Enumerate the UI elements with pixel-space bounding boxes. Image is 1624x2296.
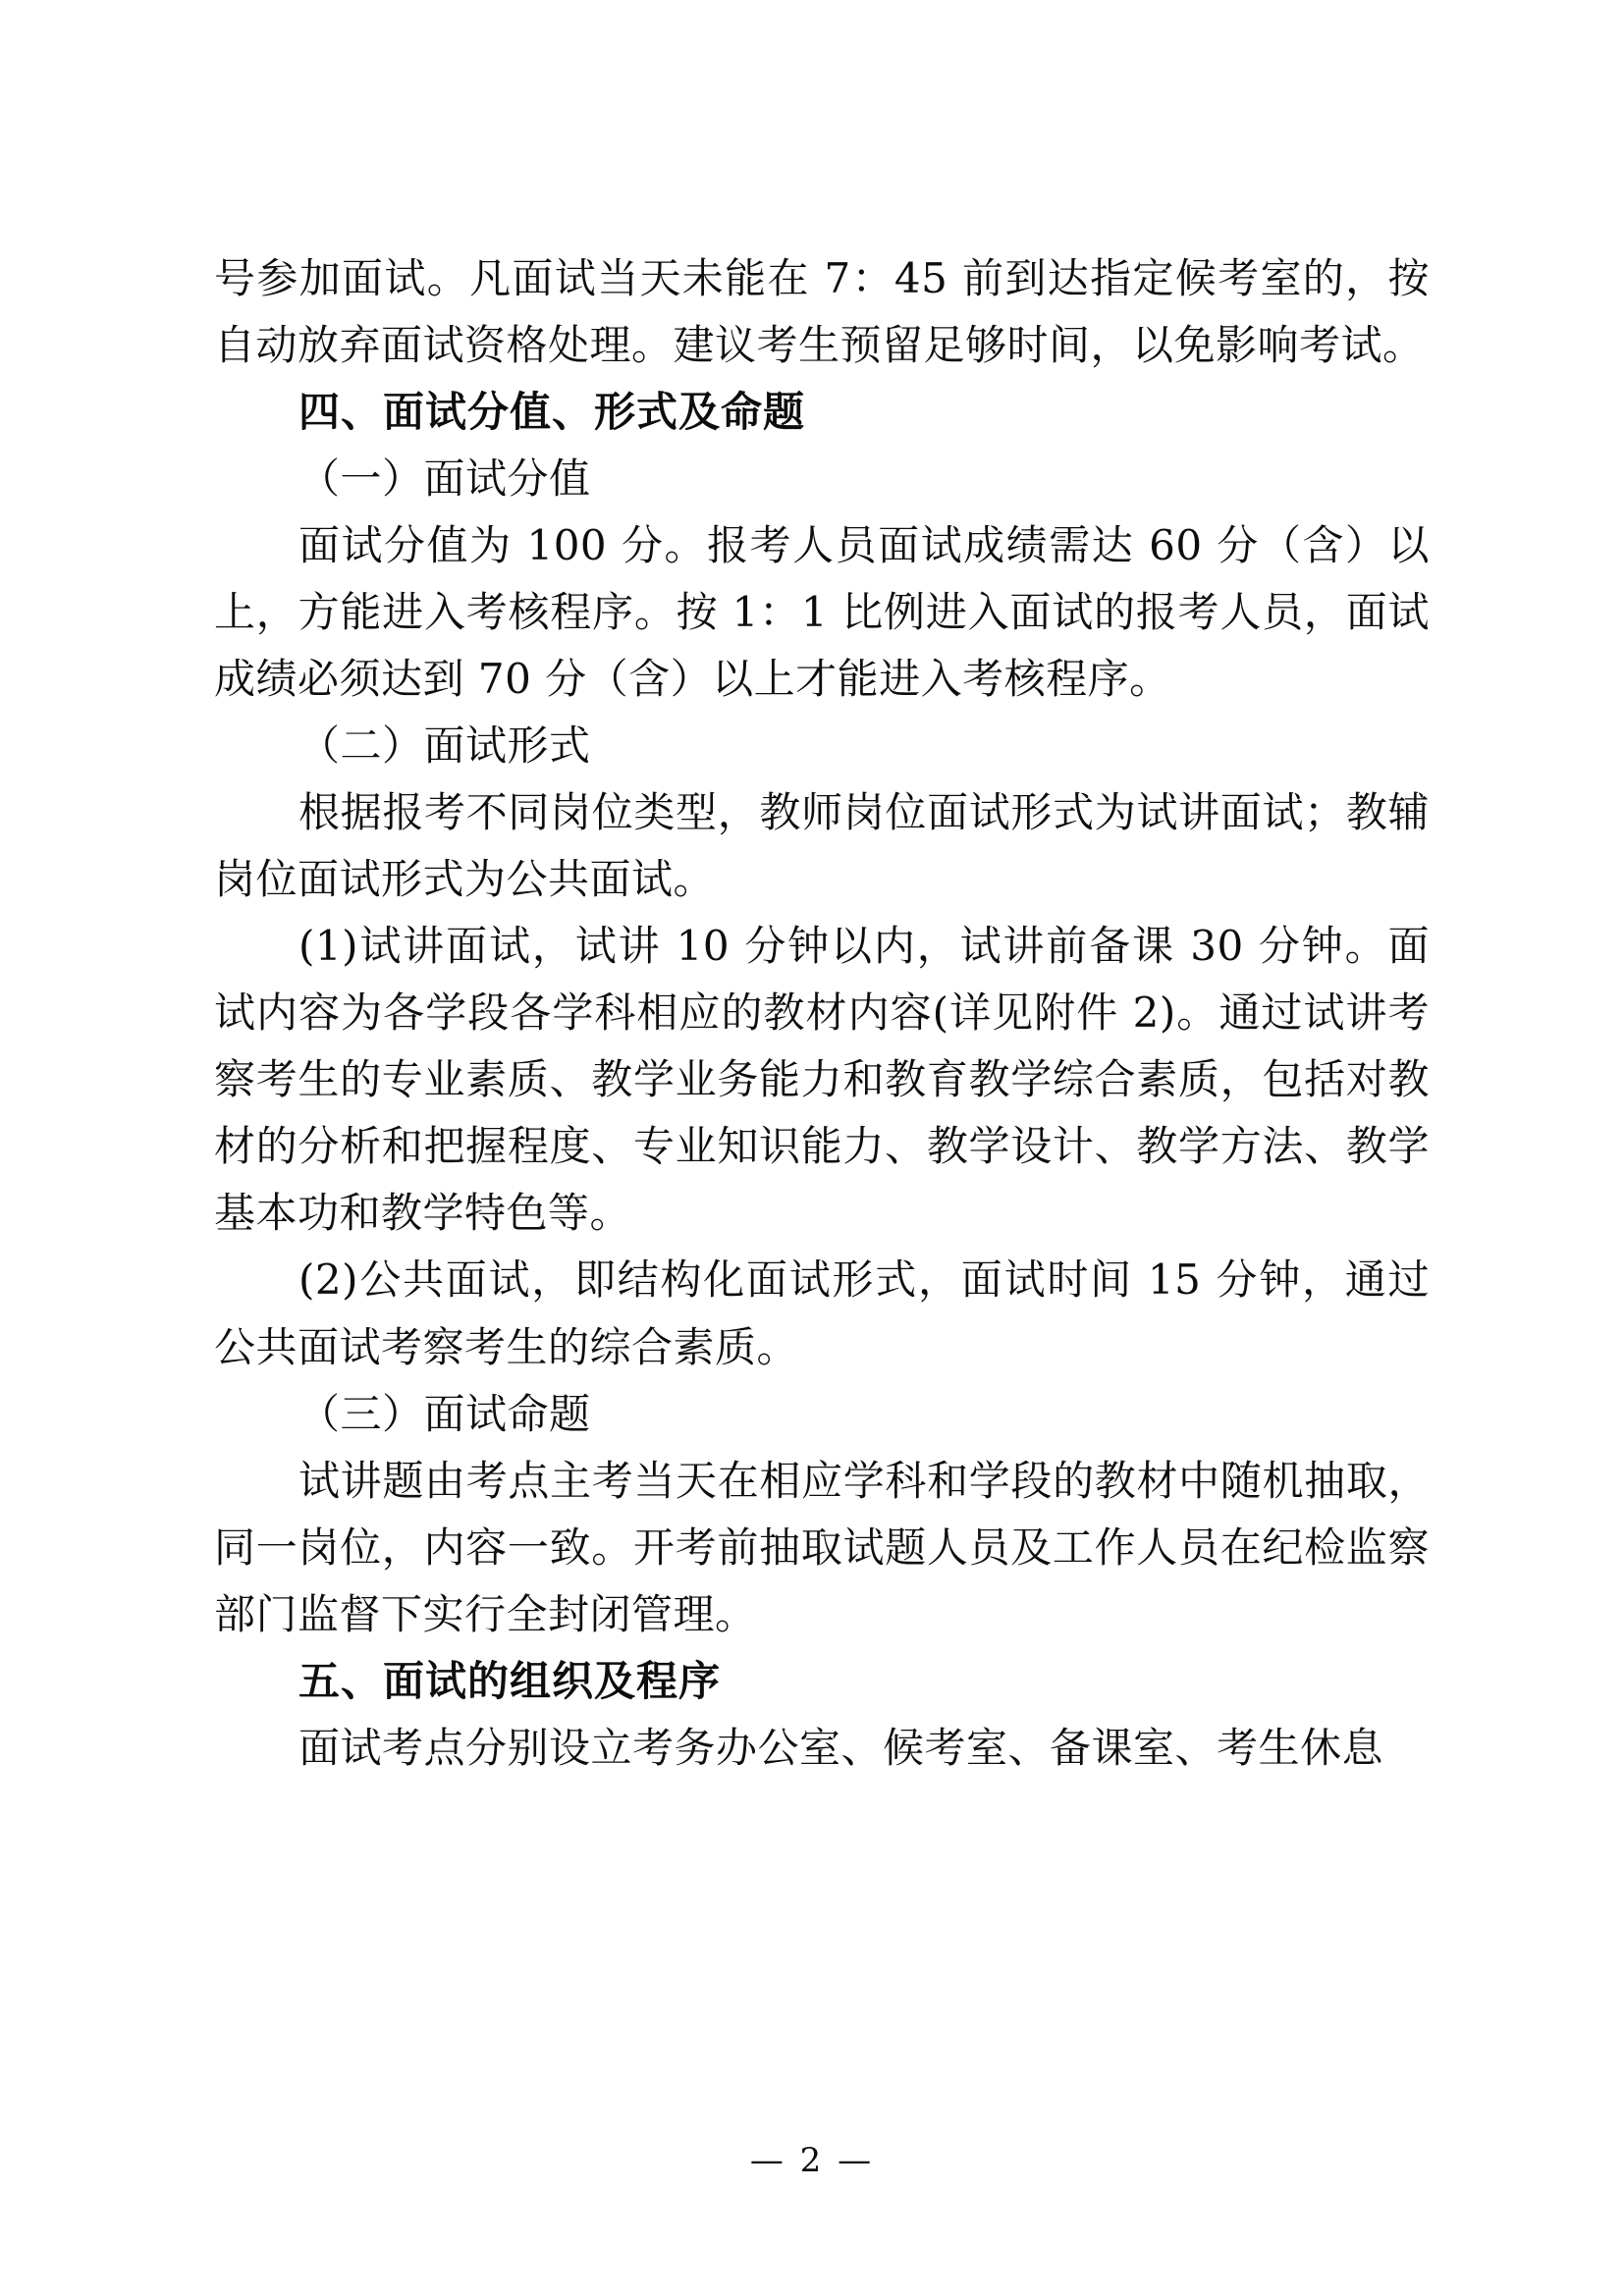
- paragraph-organization: 面试考点分别设立考务办公室、候考室、备课室、考生休息: [298, 1723, 1384, 1772]
- subsection-heading-three: （三）面试命题: [298, 1389, 591, 1438]
- subsection-heading-one: （一）面试分值: [298, 454, 591, 504]
- paragraph-interview-score: 面试分值为 100 分。报考人员面试成绩需达 60 分（含）以上，方能进入考核程序。按 1：1 比例进入面试的报考人员，面试成绩必须达到 70 分（含）以上才能进入考核程序。: [214, 521, 1430, 704]
- page-number: — 2 —: [749, 2141, 875, 2180]
- paragraph-public-interview: (2)公共面试，即结构化面试形式，面试时间 15 分钟，通过公共面试考察考生的综合素质。: [214, 1255, 1430, 1371]
- section-heading-five: 五、面试的组织及程序: [298, 1656, 722, 1705]
- paragraph-continued-text: 号参加面试。凡面试当天未能在 7：45 前到达指定候考室的，按自动放弃面试资格处理。建议考生预留足够时间，以免影响考试。: [214, 254, 1430, 370]
- paragraph-trial-lecture: (1)试讲面试，试讲 10 分钟以内，试讲前备课 30 分钟。面试内容为各学段各学科相应的教材内容(详见附件 2)。通过试讲考察考生的专业素质、教学业务能力和教育教学综合素质，包括对教材的分析和把握程度、专业知识能力、教学设计、教学方法、教学基本功和教学特色等。: [214, 922, 1430, 1238]
- paragraph-interview-format: 根据报考不同岗位类型，教师岗位面试形式为试讲面试；教辅岗位面试形式为公共面试。: [214, 788, 1430, 904]
- subsection-heading-two: （二）面试形式: [298, 721, 591, 771]
- paragraph-proposition: 试讲题由考点主考当天在相应学科和学段的教材中随机抽取，同一岗位，内容一致。开考前抽取试题人员及工作人员在纪检监察部门监督下实行全封闭管理。: [214, 1456, 1430, 1638]
- document-body: [214, 245, 1430, 1782]
- section-heading-four: 四、面试分值、形式及命题: [298, 388, 806, 437]
